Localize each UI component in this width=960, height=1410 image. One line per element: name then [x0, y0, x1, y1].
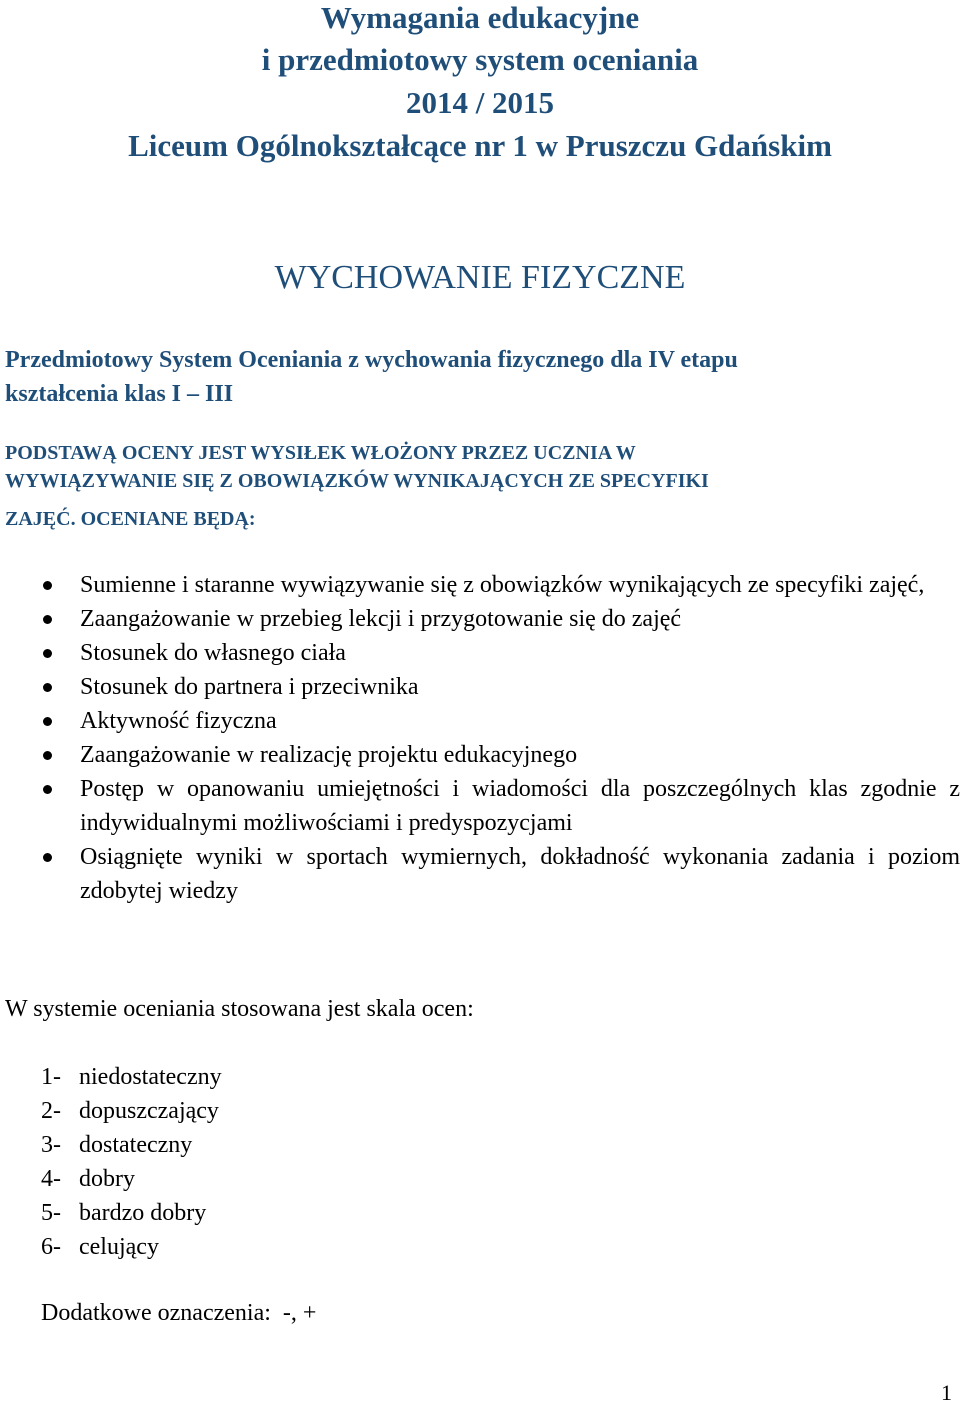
grade-number: 4-: [41, 1166, 61, 1192]
bullet-icon: [43, 649, 52, 658]
criteria-list: [0, 568, 960, 908]
grade-list: [41, 1060, 222, 1264]
grade-name: dopuszczający: [79, 1098, 219, 1124]
grade-name: dostateczny: [79, 1132, 193, 1158]
list-item: [0, 704, 960, 738]
bullet-icon: [43, 683, 52, 692]
list-item: [41, 1128, 222, 1162]
grade-number: 5-: [41, 1200, 61, 1226]
basis-line-1: PODSTAWĄ OCENY JEST WYSIŁEK WŁOŻONY PRZEZ UCZNIA W: [5, 442, 636, 464]
list-item: [0, 636, 960, 670]
page-number: 1: [941, 1380, 952, 1405]
school-year: 2014 / 2015: [405, 85, 555, 120]
list-item: [0, 568, 960, 602]
criterion-text: Aktywność fizyczna: [80, 708, 277, 734]
intro-line-2: kształcenia klas I – III: [5, 381, 234, 407]
criterion-text: Sumienne i staranne wywiązywanie się z obowiązków wynikających ze specyfiki zajęć,: [80, 572, 925, 598]
list-item: [41, 1162, 222, 1196]
list-item: [41, 1060, 222, 1094]
list-item: [0, 602, 960, 636]
list-item: [0, 670, 960, 704]
criterion-text: Osiągnięte wyniki w sportach wymiernych, dokładność wykonania zadania i poziom zdobytej wiedzy: [80, 844, 960, 904]
bullet-icon: [43, 717, 52, 726]
bullet-icon: [43, 615, 52, 624]
grade-number: 1-: [41, 1064, 61, 1090]
list-item: [41, 1196, 222, 1230]
criterion-text: Zaangażowanie w realizację projektu edukacyjnego: [80, 742, 578, 768]
grade-name: niedostateczny: [79, 1064, 222, 1090]
grade-name: dobry: [79, 1166, 135, 1192]
header-subtitle: i przedmiotowy system oceniania: [261, 42, 699, 77]
grade-number: 2-: [41, 1098, 61, 1124]
grade-number: 3-: [41, 1132, 61, 1158]
basis-line-2: WYWIĄZYWANIE SIĘ Z OBOWIĄZKÓW WYNIKAJĄCYCH ZE SPECYFIKI: [5, 470, 709, 492]
list-item: [41, 1094, 222, 1128]
grading-scale-intro: W systemie oceniania stosowana jest skala ocen:: [5, 996, 474, 1022]
additional-marks: Dodatkowe oznaczenia: -, +: [41, 1300, 317, 1326]
intro-line-1: Przedmiotowy System Oceniania z wychowania fizycznego dla IV etapu: [5, 347, 738, 373]
list-item: [41, 1230, 222, 1264]
grade-name: bardzo dobry: [79, 1200, 207, 1226]
criterion-text: Stosunek do partnera i przeciwnika: [80, 674, 419, 700]
criterion-text: Stosunek do własnego ciała: [80, 640, 346, 666]
list-item: [0, 738, 960, 772]
bullet-icon: [43, 751, 52, 760]
bullet-icon: [43, 785, 52, 794]
list-item: [0, 772, 960, 840]
list-item: [0, 840, 960, 908]
header-title: Wymagania edukacyjne: [320, 0, 640, 35]
grade-number: 6-: [41, 1234, 61, 1260]
grade-name: celujący: [79, 1234, 159, 1260]
subject-heading: WYCHOWANIE FIZYCZNE: [274, 259, 686, 296]
bullet-icon: [43, 581, 52, 590]
criterion-text: Zaangażowanie w przebieg lekcji i przygotowanie się do zajęć: [80, 606, 682, 632]
basis-line-3: ZAJĘĆ. OCENIANE BĘDĄ:: [5, 508, 256, 530]
bullet-icon: [43, 853, 52, 862]
criterion-text: Postęp w opanowaniu umiejętności i wiadomości dla poszczególnych klas zgodnie z indywidualnymi możliwościami i predyspozycjami: [80, 776, 960, 836]
school-name: Liceum Ogólnokształcące nr 1 w Pruszczu Gdańskim: [128, 128, 832, 163]
